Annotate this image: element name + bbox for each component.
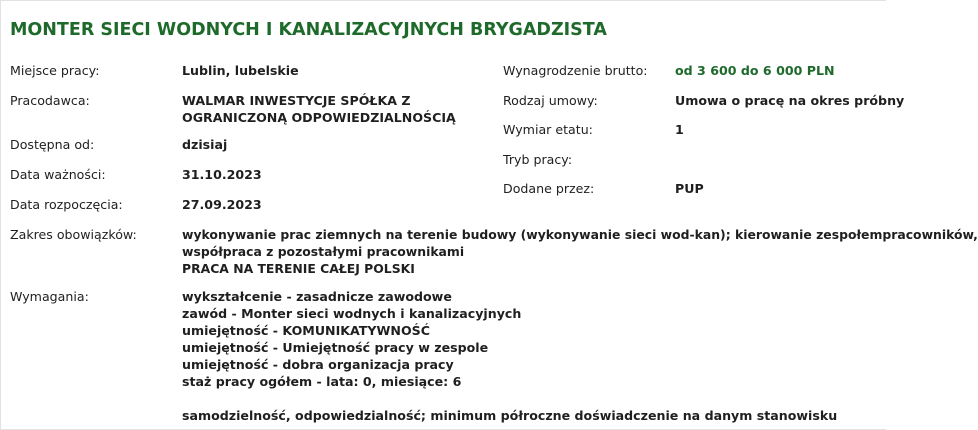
duties-line-1: wykonywanie prac ziemnych na terenie budowy (wykonywanie sieci wod-kan); kierowanie zespołempracowników,	[182, 227, 978, 242]
requirements-label: Wymagania:	[10, 289, 89, 304]
salary-label: Wynagrodzenie brutto:	[503, 63, 648, 78]
duties-line-2: współpraca z pozostałymi pracownikami	[182, 244, 465, 259]
requirement-line-1: wykształcenie - zasadnicze zawodowe	[182, 289, 452, 304]
employer-value	[182, 92, 456, 126]
fte-value: 1	[675, 122, 684, 137]
work-mode-label: Tryb pracy:	[503, 152, 573, 167]
available-from-value: dzisiaj	[182, 137, 228, 152]
added-by-value: PUP	[675, 181, 704, 196]
contract-type-label: Rodzaj umowy:	[503, 93, 598, 108]
requirement-line-2: zawód - Monter sieci wodnych i kanalizacyjnych	[182, 306, 522, 321]
requirement-line-3: umiejętność - KOMUNIKATYWNOŚĆ	[182, 323, 430, 338]
contract-type-value: Umowa o pracę na okres próbny	[675, 93, 905, 108]
job-title: MONTER SIECI WODNYCH I KANALIZACYJNYCH BRYGADZISTA	[10, 20, 607, 40]
location-label: Miejsce pracy:	[10, 63, 100, 78]
duties-line-3: PRACA NA TERENIE CAŁEJ POLSKI	[182, 261, 415, 276]
requirement-extra: samodzielność, odpowiedzialność; minimum półroczne doświadczenie na danym stanowisku	[182, 408, 838, 423]
requirements-spacer	[182, 390, 837, 407]
employer-value-line-2: OGRANICZONĄ ODPOWIEDZIALNOŚCIĄ	[182, 110, 456, 125]
start-date-value: 27.09.2023	[182, 197, 262, 212]
location-value: Lublin, lubelskie	[182, 63, 299, 78]
employer-value-line-1: WALMAR INWESTYCJE SPÓŁKA Z	[182, 93, 411, 108]
valid-until-label: Data ważności:	[10, 167, 106, 182]
available-from-label: Dostępna od:	[10, 137, 95, 152]
duties-value	[182, 226, 978, 277]
requirements-value	[182, 288, 837, 424]
salary-value: od 3 600 do 6 000 PLN	[675, 63, 835, 78]
added-by-label: Dodane przez:	[503, 181, 595, 196]
valid-until-value: 31.10.2023	[182, 167, 262, 182]
fte-label: Wymiar etatu:	[503, 122, 593, 137]
requirement-line-4: umiejętność - Umiejętność pracy w zespole	[182, 340, 489, 355]
start-date-label: Data rozpoczęcia:	[10, 197, 123, 212]
duties-label: Zakres obowiązków:	[10, 227, 137, 242]
employer-label: Pracodawca:	[10, 93, 90, 108]
requirement-line-5: umiejętność - dobra organizacja pracy	[182, 357, 454, 372]
requirement-line-6: staż pracy ogółem - lata: 0, miesiące: 6	[182, 374, 462, 389]
